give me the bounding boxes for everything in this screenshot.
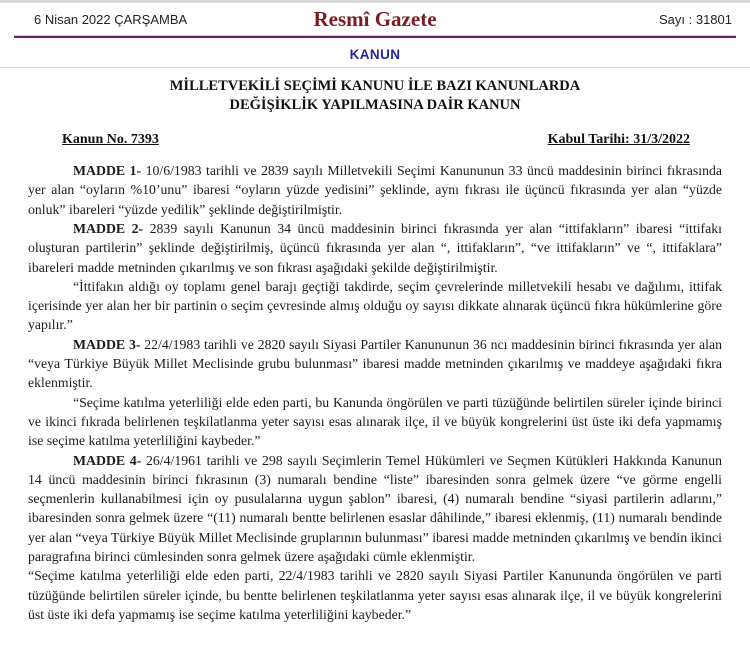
masthead-date: 6 Nisan 2022 ÇARŞAMBA [34, 12, 188, 28]
article-label-1: MADDE 1- [73, 163, 142, 179]
law-number: Kanun No. 7393 [62, 132, 159, 148]
article-text-1: 10/6/1983 tarihli ve 2839 sayılı Milletvekili Seçimi Kanununun 33 üncü maddesinin birinci fıkrasında yer alan “oyların %10’unu” ibaresi “oyların yüzde yedisini” şeklinde, aynı fıkrası ile üçüncü fıkrasında yer alan “yüzde onluk” ibareleri “yüzde yedilik” şeklinde değiştirilmiştir. [28, 163, 722, 217]
law-title-line-2: DEĞİŞİKLİK YAPILMASINA DAİR KANUN [229, 97, 521, 114]
article-text-2: 2839 sayılı Kanunun 34 üncü maddesinin birinci fıkrasında yer alan “ittifakların” ibaresi “ittifakı oluşturan partilerin” şeklinde değiştirilmiş, üçüncü fıkrasında yer alan “, ittifakların”, “ve ittifakların” ve “, ittifaklara” ibareleri madde metninden çıkarılmış ve son fıkrası aşağıdaki şekilde değiştirilmiştir. [28, 220, 722, 275]
article-text-4: 26/4/1961 tarihli ve 298 sayılı Seçimlerin Temel Hükümleri ve Seçmen Kütükleri Hakkında Kanunun 14 üncü maddesinin birinci fıkrasının (3) numaralı bendine “liste” ibaresinden sonra gelmek üzere “ve görme engelli seçmenlerin kullanabilmesi için oy pusulalarına uygun şablon” ibaresi, (4) numaralı bendine “siyasi partilerin adlarını,” ibaresinden sonra gelmek üzere “(11) numaralı bentte belirlenen esaslar dâhilinde,” ibaresi eklenmiş, (11) numaralı bendinde yer alan “veya Türkiye Büyük Millet Meclisinde gruplarının bulunması” ibaresi madde metninden çıkarılmış ve bendin ikinci paragrafına birinci cümlesinden sonra gelmek üzere aşağıdaki cümle eklenmiştir. [28, 452, 723, 565]
article-paragraph-2 [28, 219, 722, 277]
article-text-3: 22/4/1983 tarihli ve 2820 sayılı Siyasi Partiler Kanununun 36 ncı maddesinin birinci fıkrasında yer alan “veya Türkiye Büyük Millet Meclisinde grubu bulunması” ibaresi madde metninden çıkarılmış ve maddeye aşağıdaki fıkra eklenmiştir. [28, 336, 722, 391]
article-paragraph-4 [28, 451, 722, 567]
masthead-divider-rule [14, 35, 736, 38]
section-label-kanun: KANUN [349, 47, 401, 63]
law-title [0, 77, 750, 115]
section-divider-rule [0, 67, 750, 68]
masthead-title: Resmî Gazete [313, 7, 437, 31]
quote-text-2: “Seçime katılma yeterliliği elde eden parti, bu Kanunda öngörülen ve parti tüzüğünde belirtilen süreler içinde birinci ve ikinci fıkrada belirlenen teşkilatlanma yeter sayısı esas alınarak ilçe, il ve büyük kongrelerini üst üste iki defa yapmamış ise seçime katılma yeterliliğini kaybeder.” [28, 394, 722, 449]
quote-paragraph-3 [28, 566, 722, 624]
article-paragraph-3 [28, 335, 722, 393]
article-label-2: MADDE 2- [73, 220, 144, 236]
article-label-4: MADDE 4- [73, 452, 142, 468]
quote-paragraph-1 [28, 277, 722, 335]
article-label-3: MADDE 3- [73, 336, 141, 352]
law-acceptance-date: Kabul Tarihi: 31/3/2022 [547, 132, 690, 148]
article-paragraph-1 [28, 161, 722, 219]
masthead [0, 3, 750, 35]
masthead-issue-number: Sayı : 31801 [659, 12, 732, 28]
law-meta-row [0, 132, 750, 148]
law-body [0, 161, 750, 624]
law-title-line-1: MİLLETVEKİLİ SEÇİMİ KANUNU İLE BAZI KANUNLARDA [169, 78, 581, 95]
quote-paragraph-2 [28, 393, 722, 451]
quote-text-1: “İttifakın aldığı oy toplamı genel barajı geçtiği takdirde, seçim çevrelerinde milletvekili hesabı ve dağılımı, ittifak içerisinde yer alan her bir partinin o seçim çevresinde almış olduğu oy sayısı dikkate alınarak üçüncü fıkra hükümlerine göre yapılır.” [28, 278, 722, 333]
quote-text-3: “Seçime katılma yeterliliği elde eden parti, 22/4/1983 tarihli ve 2820 sayılı Siyasi Partiler Kanununda öngörülen ve parti tüzüğünde belirtilen süreler içinde, bu bentte belirlenen teşkilatlanma yeter sayısı esas alınarak ilçe, il ve büyük kongrelerini üst üste iki defa yapmamış ise seçime katılma yeterliliğini kaybeder.” [28, 568, 722, 622]
